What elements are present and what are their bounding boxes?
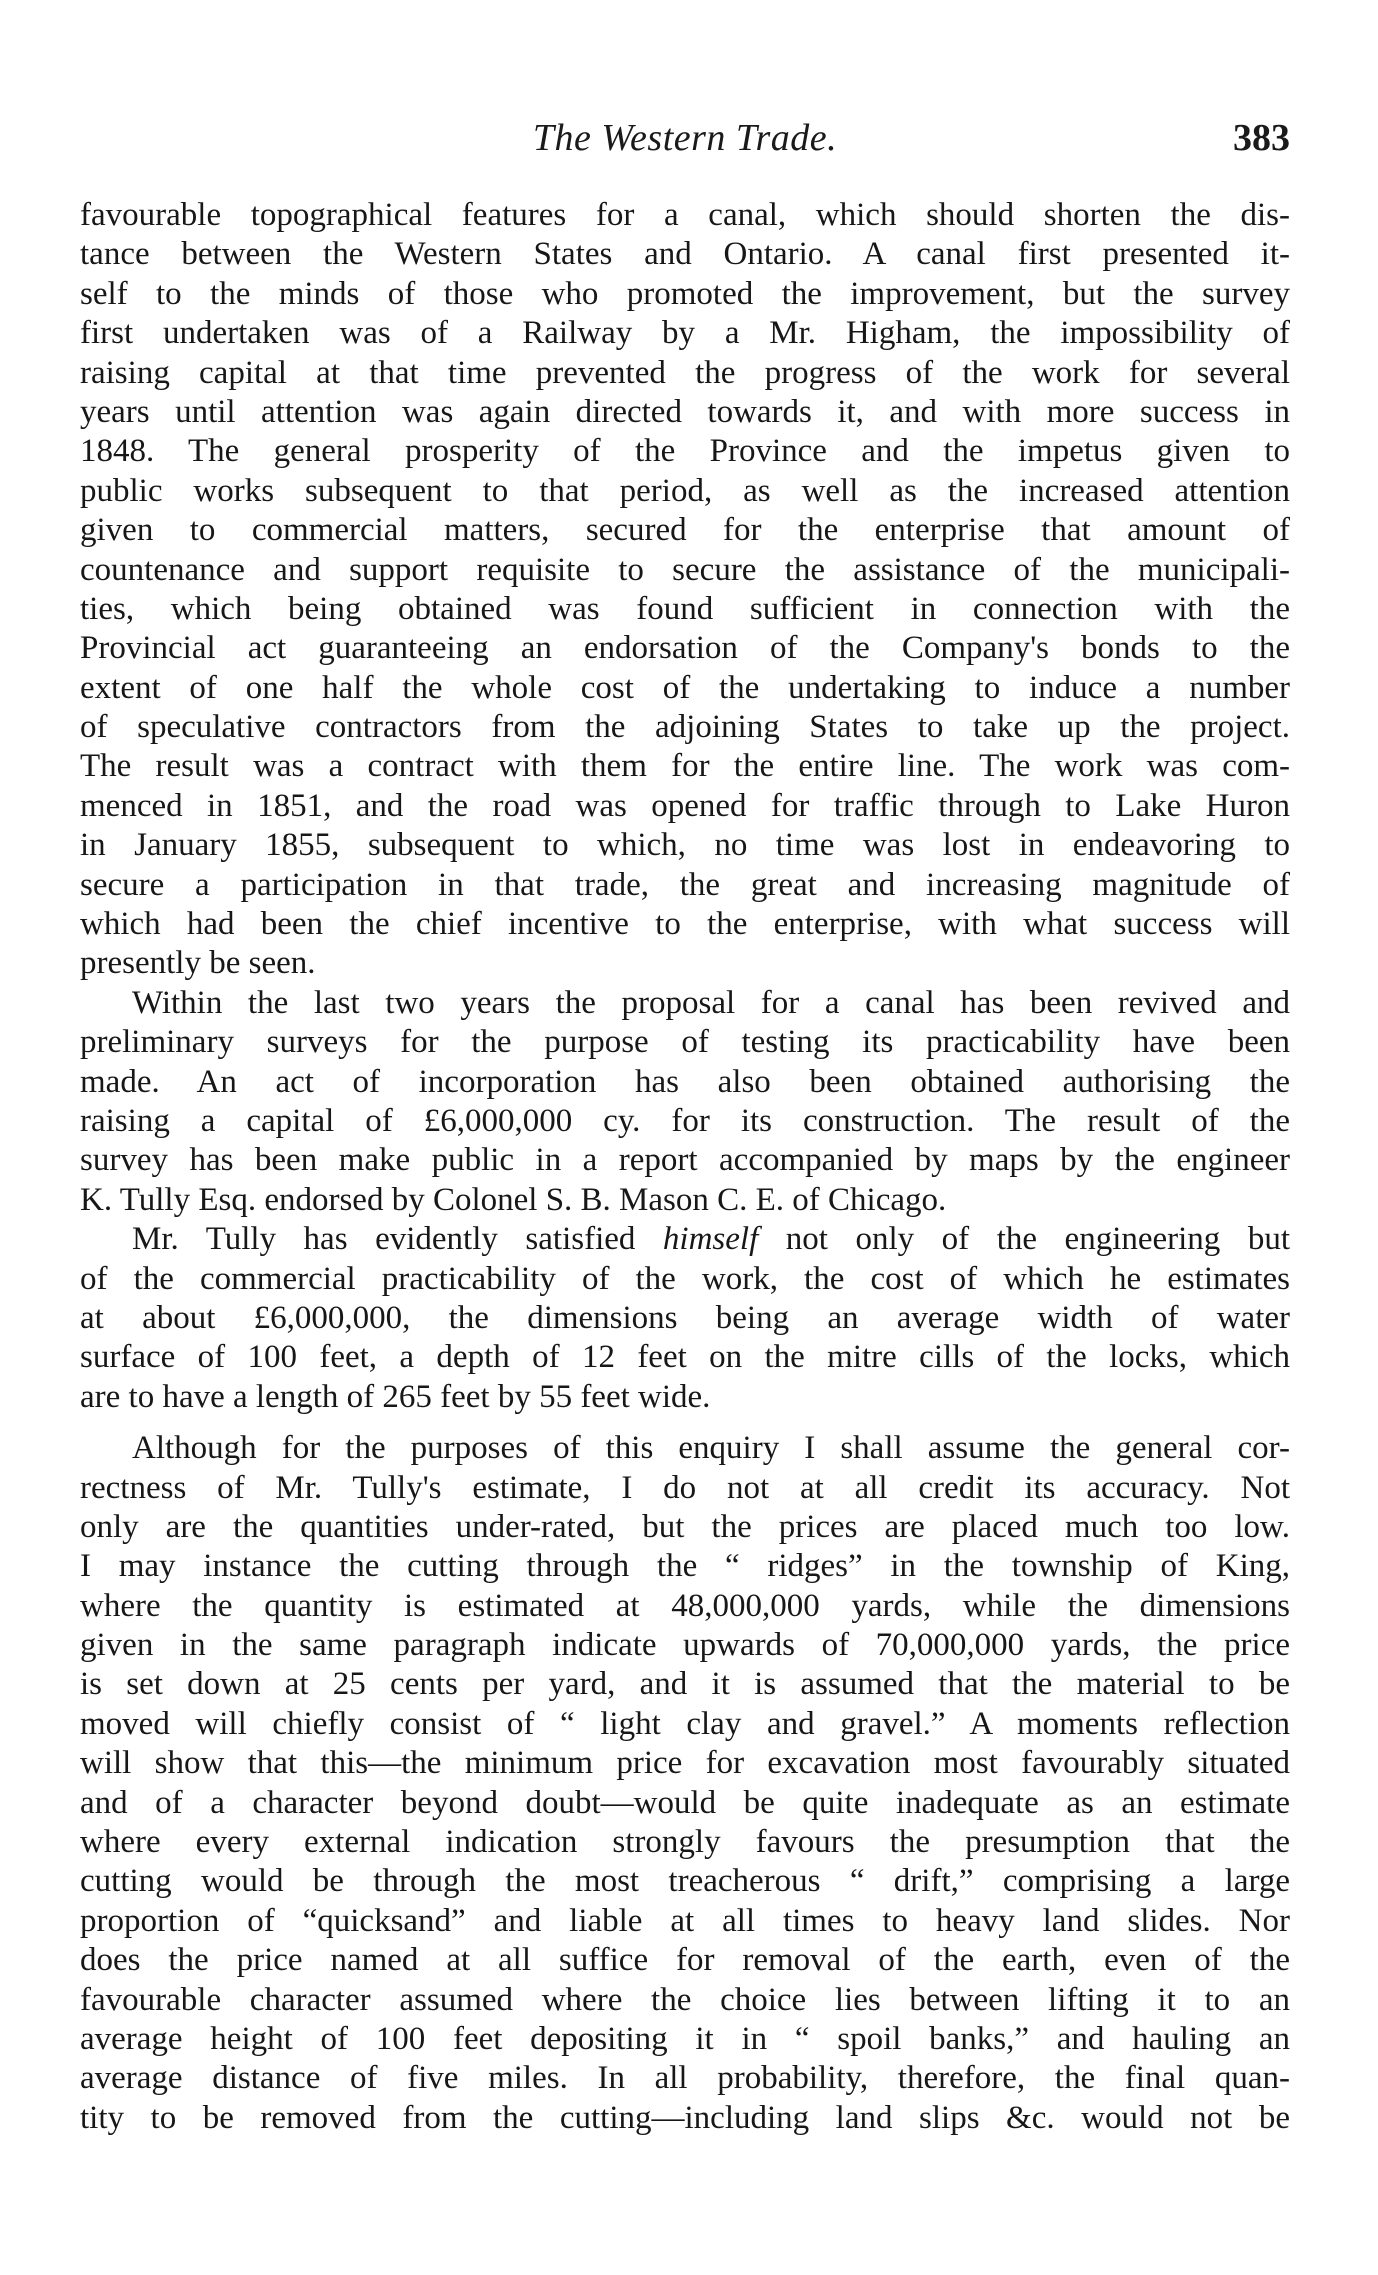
page-number: 383 (1233, 117, 1290, 159)
text-line: countenance and support requisite to secure the assistance of the municipali- (80, 551, 1290, 588)
text-line: in January 1855, subsequent to which, no time was lost in endeavoring to (80, 827, 1290, 864)
text-line: where the quantity is estimated at 48,000,000 yards, while the dimensions (80, 1587, 1290, 1624)
text-line: Provincial act guaranteeing an endorsation of the Company's bonds to the (80, 630, 1290, 667)
text-line: rectness of Mr. Tully's estimate, I do not at all credit its accuracy. Not (80, 1469, 1290, 1506)
text-line: is set down at 25 cents per yard, and it is assumed that the material to be (80, 1666, 1290, 1703)
running-header (80, 110, 1290, 170)
paragraph-4 (80, 1429, 1290, 2138)
text-line: I may instance the cutting through the “ ridges” in the township of King, (80, 1548, 1290, 1585)
text-line: of speculative contractors from the adjoining States to take up the project. (80, 709, 1290, 746)
emphasized-word: himself (662, 1221, 759, 1258)
text-line: and of a character beyond doubt—would be quite inadequate as an estimate (80, 1784, 1290, 1821)
text-line: survey has been make public in a report accompanied by maps by the engineer (80, 1142, 1290, 1179)
text-line: average distance of five miles. In all probability, therefore, the final quan- (80, 2060, 1290, 2097)
text-line: favourable character assumed where the choice lies between lifting it to an (80, 1981, 1290, 2018)
text-line: self to the minds of those who promoted the improvement, but the survey (80, 275, 1290, 312)
text-line: moved will chiefly consist of “ light clay and gravel.” A moments reflection (80, 1705, 1290, 1742)
text-line: proportion of “quicksand” and liable at all times to heavy land slides. Nor (80, 1902, 1290, 1939)
paragraph-1 (80, 196, 1290, 984)
text-line: extent of one half the whole cost of the undertaking to induce a number (80, 669, 1290, 706)
paragraph-spacer (80, 1417, 1290, 1429)
text-line: Within the last two years the proposal for a canal has been revived and (132, 984, 1290, 1021)
text-line: does the price named at all suffice for removal of the earth, even of the (80, 1942, 1290, 1979)
text-line: The result was a contract with them for the entire line. The work was com- (80, 748, 1290, 785)
text-line: will show that this—the minimum price for excavation most favourably situated (80, 1745, 1290, 1782)
text-line: which had been the chief incentive to the enterprise, with what success will (80, 906, 1290, 943)
running-title: The Western Trade. (532, 117, 838, 159)
text-line: public works subsequent to that period, as well as the increased attention (80, 472, 1290, 509)
text-line: only are the quantities under-rated, but the prices are placed much too low. (80, 1508, 1290, 1545)
text-line: made. An act of incorporation has also been obtained authorising the (80, 1063, 1290, 1100)
text-line: are to have a length of 265 feet by 55 feet wide. (80, 1378, 711, 1415)
text-line: 1848. The general prosperity of the Province and the impetus given to (80, 433, 1290, 470)
text-line: preliminary surveys for the purpose of testing its practicability have been (80, 1024, 1290, 1061)
text-line: K. Tully Esq. endorsed by Colonel S. B. Mason C. E. of Chicago. (80, 1181, 947, 1218)
text-line: first undertaken was of a Railway by a Mr. Higham, the impossibility of (80, 315, 1290, 352)
text-line: of the commercial practicability of the work, the cost of which he estimates (80, 1260, 1290, 1297)
text-line: tance between the Western States and Ontario. A canal first presented it- (80, 236, 1290, 273)
text-line: years until attention was again directed towards it, and with more success in (80, 393, 1290, 430)
paragraph-3 (80, 1220, 1290, 1417)
text-line: menced in 1851, and the road was opened for traffic through to Lake Huron (80, 787, 1290, 824)
text-line: raising a capital of £6,000,000 cy. for its construction. The result of the (80, 1102, 1290, 1139)
text-line: where every external indication strongly favours the presumption that the (80, 1824, 1290, 1861)
paragraph-2 (80, 984, 1290, 1220)
text-line: ties, which being obtained was found sufficient in connection with the (80, 590, 1290, 627)
text-line: given in the same paragraph indicate upwards of 70,000,000 yards, the price (80, 1627, 1290, 1664)
text-line: secure a participation in that trade, the great and increasing magnitude of (80, 866, 1290, 903)
text-line: given to commercial matters, secured for the enterprise that amount of (80, 512, 1290, 549)
text-line: raising capital at that time prevented the progress of the work for several (80, 354, 1290, 391)
text-line: cutting would be through the most treacherous “ drift,” comprising a large (80, 1863, 1290, 1900)
text-line: tity to be removed from the cutting—including land slips &c. would not be (80, 2099, 1290, 2136)
text-line: average height of 100 feet depositing it in “ spoil banks,” and hauling an (80, 2020, 1290, 2057)
text-line: surface of 100 feet, a depth of 12 feet on the mitre cills of the locks, which (80, 1339, 1290, 1376)
text-line: Mr. Tully has evidently satisfied himself not only of the engineering but (132, 1221, 1291, 1258)
body-text (80, 196, 1290, 2138)
text-line: favourable topographical features for a canal, which should shorten the dis- (80, 197, 1290, 233)
text-line: Although for the purposes of this enquiry I shall assume the general cor- (132, 1430, 1290, 1467)
text-line: at about £6,000,000, the dimensions being an average width of water (80, 1299, 1290, 1336)
text-line: presently be seen. (80, 945, 316, 982)
